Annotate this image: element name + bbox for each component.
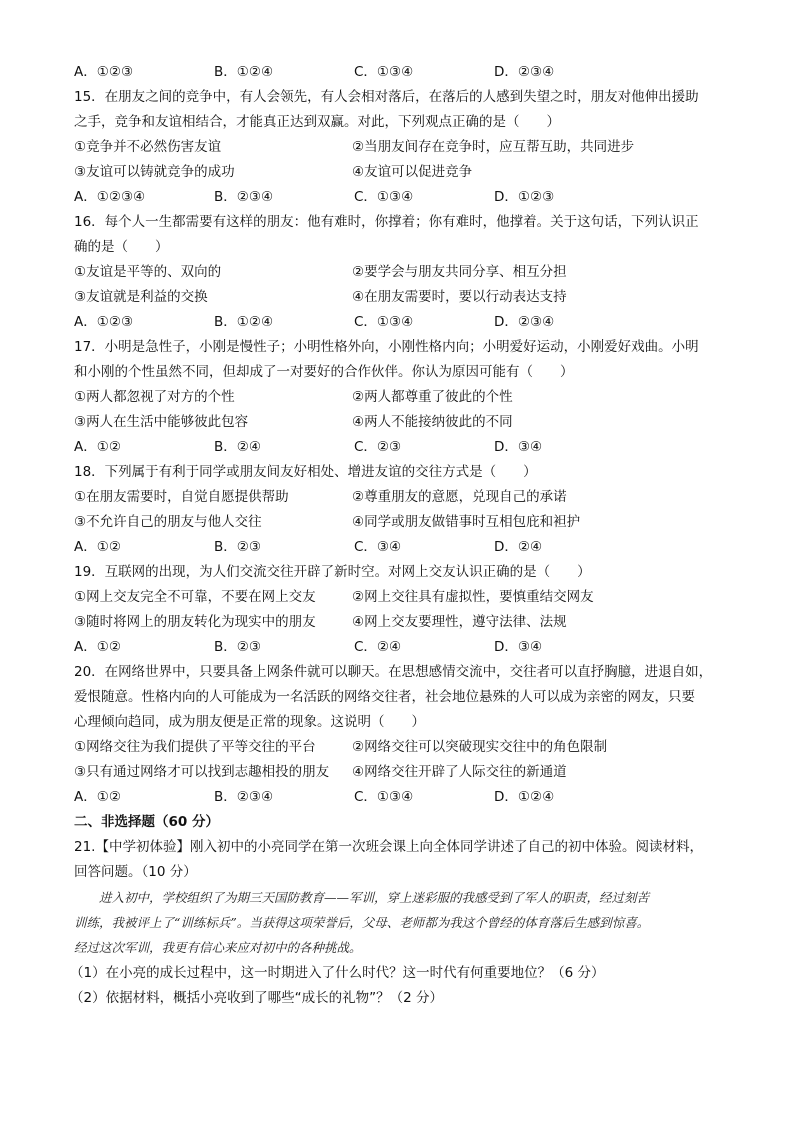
q19-item-1: ①网上交友完全不可靠，不要在网上交友 xyxy=(74,589,316,605)
q21-material-line-3: 经过这次军训，我更有信心来应对初中的各种挑战。 xyxy=(74,940,362,955)
q19-items-row-2 xyxy=(74,612,734,632)
q21-stem-line-2: 回答问题。（10 分） xyxy=(74,864,197,880)
q17-item-3: ③两人在生活中能够彼此包容 xyxy=(74,414,249,430)
q17-option-b: B．②④ xyxy=(214,439,261,455)
q17-option-d: D．③④ xyxy=(494,439,543,455)
q17-items-row-1 xyxy=(74,387,734,407)
q20-stem-line-1: 20．在网络世界中，只要具备上网条件就可以聊天。在思想感情交流中，交往者可以直抒胸臆，进退自如， xyxy=(74,664,713,680)
q20-item-2: ②网络交往可以突破现实交往中的角色限制 xyxy=(352,739,608,755)
q20-stem-line-3: 心理倾向趋同，成为朋友便是正常的现象。这说明（ ） xyxy=(74,714,425,730)
q17-item-2: ②两人都尊重了彼此的个性 xyxy=(352,389,513,405)
q15-option-b: B．②③④ xyxy=(214,189,274,205)
q20-stem-line-2: 爱恨随意。性格内向的人可能成为一名活跃的网络交往者，社会地位悬殊的人可以成为亲密的网友，只要 xyxy=(74,689,695,705)
q19-item-4: ④网上交友要理性，遵守法律、法规 xyxy=(352,614,567,630)
q16-option-c: C．①③④ xyxy=(354,314,414,330)
q16-options xyxy=(74,312,734,332)
q18-options xyxy=(74,537,734,557)
q16-item-3: ③友谊就是利益的交换 xyxy=(74,289,208,305)
q15-items-row-2 xyxy=(74,162,734,182)
q20-option-c: C．①③④ xyxy=(354,789,414,805)
q18-option-c: C．③④ xyxy=(354,539,402,555)
q17-item-4: ④两人不能接纳彼此的不同 xyxy=(352,414,513,430)
q17-items-row-2 xyxy=(74,412,734,432)
q20-items-row-2 xyxy=(74,762,734,782)
q19-items-row-1 xyxy=(74,587,734,607)
q17-item-1: ①两人都忽视了对方的个性 xyxy=(74,389,235,405)
q21-sub-question-2: （2）依据材料，概括小亮收到了哪些“成长的礼物”？（2 分） xyxy=(70,990,443,1006)
q15-options xyxy=(74,187,734,207)
section-heading: 二、非选择题（60 分） xyxy=(74,814,219,830)
q15-option-c: C．①③④ xyxy=(354,189,414,205)
q15-item-3: ③友谊可以铸就竞争的成功 xyxy=(74,164,235,180)
q15-stem-line-2: 之手，竞争和友谊相结合，才能真正达到双赢。对此，下列观点正确的是（ ） xyxy=(74,114,560,130)
q17-option-c: C．②③ xyxy=(354,439,402,455)
q16-stem-line-1: 16．每个人一生都需要有这样的朋友：他有难时，你撑着；你有难时，他撑着。关于这句话，下列认识正 xyxy=(74,214,699,230)
q19-option-a: A．①② xyxy=(74,639,121,655)
q19-options xyxy=(74,637,734,657)
q16-items-row-1 xyxy=(74,262,734,282)
q19-option-b: B．②③ xyxy=(214,639,261,655)
q16-item-4: ④在朋友需要时，要以行动表达支持 xyxy=(352,289,567,305)
q16-option-b: B．①②④ xyxy=(214,314,274,330)
q14-option-b: B．①②④ xyxy=(214,64,274,80)
q20-item-3: ③只有通过网络才可以找到志趣相投的朋友 xyxy=(74,764,330,780)
q19-option-c: C．②④ xyxy=(354,639,402,655)
q18-item-3: ③不允许自己的朋友与他人交往 xyxy=(74,514,262,530)
q14-option-d: D．②③④ xyxy=(494,64,555,80)
q19-item-2: ②网上交往具有虚拟性，要慎重结交网友 xyxy=(352,589,594,605)
q16-stem-line-2: 确的是（ ） xyxy=(74,239,169,255)
q15-item-1: ①竞争并不必然伤害友谊 xyxy=(74,139,222,155)
q17-options xyxy=(74,437,734,457)
q21-sub-question-1: （1）在小亮的成长过程中，这一时期进入了什么时代？这一时代有何重要地位？（6 分） xyxy=(70,965,605,981)
q16-option-d: D．②③④ xyxy=(494,314,555,330)
q15-item-4: ④友谊可以促进竞争 xyxy=(352,164,473,180)
q20-option-d: D．①②④ xyxy=(494,789,555,805)
q19-item-3: ③随时将网上的朋友转化为现实中的朋友 xyxy=(74,614,316,630)
q20-items-row-1 xyxy=(74,737,734,757)
q14-options xyxy=(74,62,734,82)
q18-stem-line-1: 18．下列属于有利于同学或朋友间友好相处、增进友谊的交往方式是（ ） xyxy=(74,464,537,480)
q16-option-a: A．①②③ xyxy=(74,314,134,330)
q14-option-a: A．①②③ xyxy=(74,64,134,80)
q20-options xyxy=(74,787,734,807)
q18-item-1: ①在朋友需要时，自觉自愿提供帮助 xyxy=(74,489,289,505)
q15-stem-line-1: 15．在朋友之间的竞争中，有人会领先，有人会相对落后，在落后的人感到失望之时，朋友对他伸出援助 xyxy=(74,89,699,105)
q18-option-b: B．②③ xyxy=(214,539,261,555)
q15-option-a: A．①②③④ xyxy=(74,189,146,205)
q19-option-d: D．③④ xyxy=(494,639,543,655)
q14-option-c: C．①③④ xyxy=(354,64,414,80)
q15-items-row-1 xyxy=(74,137,734,157)
q16-items-row-2 xyxy=(74,287,734,307)
q16-item-1: ①友谊是平等的、双向的 xyxy=(74,264,222,280)
q15-option-d: D．①②③ xyxy=(494,189,555,205)
q19-stem-line-1: 19．互联网的出现，为人们交流交往开辟了新时空。对网上交友认识正确的是（ ） xyxy=(74,564,591,580)
q15-item-2: ②当朋友间存在竞争时，应互帮互助，共同进步 xyxy=(352,139,635,155)
q20-item-4: ④网络交往开辟了人际交往的新通道 xyxy=(352,764,567,780)
q16-item-2: ②要学会与朋友共同分享、相互分担 xyxy=(352,264,567,280)
q21-material-line-2: 训练，我被评上了“训练标兵”。当获得这项荣誉后，父母、老师都为我这个曾经的体育落后生感到惊喜。 xyxy=(74,915,650,930)
q18-items-row-1 xyxy=(74,487,734,507)
q20-option-a: A．①② xyxy=(74,789,121,805)
q20-item-1: ①网络交往为我们提供了平等交往的平台 xyxy=(74,739,316,755)
q17-stem-line-2: 和小刚的个性虽然不同，但却成了一对要好的合作伙伴。你认为原因可能有（ ） xyxy=(74,364,574,380)
q17-option-a: A．①② xyxy=(74,439,121,455)
q21-stem-line-1: 21.【中学初体验】刚入初中的小亮同学在第一次班会课上向全体同学讲述了自己的初中体验。阅读材料， xyxy=(74,839,703,855)
q18-option-a: A．①② xyxy=(74,539,121,555)
q17-stem-line-1: 17．小明是急性子，小刚是慢性子；小明性格外向，小刚性格内向；小明爱好运动，小刚爱好戏曲。小明 xyxy=(74,339,699,355)
q21-material-line-1: 进入初中，学校组织了为期三天国防教育——军训，穿上迷彩服的我感受到了军人的职责，经过刻苦 xyxy=(74,890,650,905)
q18-item-2: ②尊重朋友的意愿，兑现自己的承诺 xyxy=(352,489,567,505)
q18-items-row-2 xyxy=(74,512,734,532)
q18-item-4: ④同学或朋友做错事时互相包庇和袒护 xyxy=(352,514,581,530)
q20-option-b: B．②③④ xyxy=(214,789,274,805)
q18-option-d: D．②④ xyxy=(494,539,543,555)
